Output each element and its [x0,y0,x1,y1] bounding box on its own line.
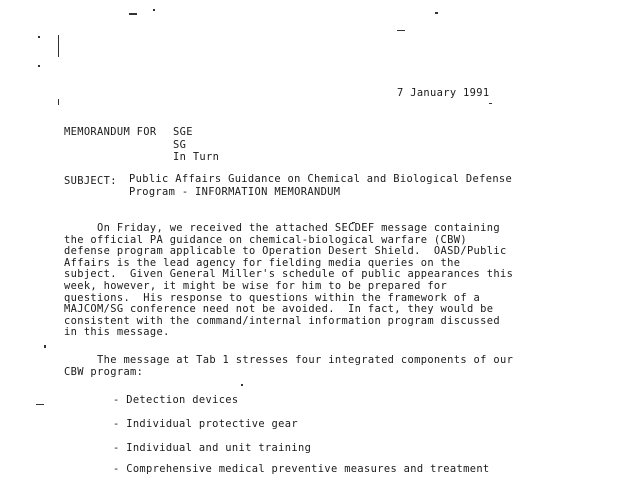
scan-speck [58,35,59,57]
paragraph-line: the official PA guidance on chemical-biological warfare (CBW) [64,233,467,246]
memo-date: 7 January 1991 [397,87,490,99]
addressee-line: In Turn [173,151,220,163]
list-item: - Individual protective gear [113,418,298,430]
scan-speck [435,12,438,14]
paragraph-line: in this message. [64,326,170,339]
paragraph-line: The message at Tab 1 stresses four integrated components of our [64,354,514,366]
paragraph-line: Affairs is the lead agency for fielding media queries on the [64,256,461,269]
subject-label: SUBJECT: [64,175,117,187]
scan-speck [36,404,44,405]
body-paragraph [64,223,513,339]
scan-speck [397,30,405,31]
paragraph-line: CBW program: [64,365,144,378]
subject-line: Program - INFORMATION MEMORANDUM [129,186,341,198]
paragraph-line: questions. His response to questions within the framework of a [64,291,481,304]
paragraph-line: On Friday, we received the attached SECDEF message containing [64,222,500,234]
paragraph-line: MAJCOM/SG conference need not be avoided. In fact, they would be [64,303,494,316]
list-item: - Detection devices [113,394,239,406]
body-paragraph [64,355,513,378]
scan-speck [44,345,46,348]
subject-line: Public Affairs Guidance on Chemical and Biological Defense [129,173,513,185]
list-item: - Individual and unit training [113,442,312,454]
scan-speck [38,36,40,38]
scan-speck [153,9,155,11]
memo-for-label: MEMORANDUM FOR [64,126,157,138]
paragraph-line: consistent with the command/internal information program discussed [64,314,500,327]
list-item: - Comprehensive medical preventive measures and treatment [113,463,490,475]
scan-speck [129,13,137,15]
scan-speck [489,103,492,104]
addressee-line: SGE [173,126,193,138]
scan-speck [241,384,243,386]
paragraph-line: subject. Given General Miller's schedule of public appearances this [64,268,514,281]
paragraph-line: week, however, it might be wise for him to be prepared for [64,279,448,292]
addressee-line: SG [173,139,187,151]
scan-speck [58,99,59,105]
paragraph-line: defense program applicable to Operation Desert Shield. OASD/Public [64,245,507,258]
scan-speck [38,65,40,67]
